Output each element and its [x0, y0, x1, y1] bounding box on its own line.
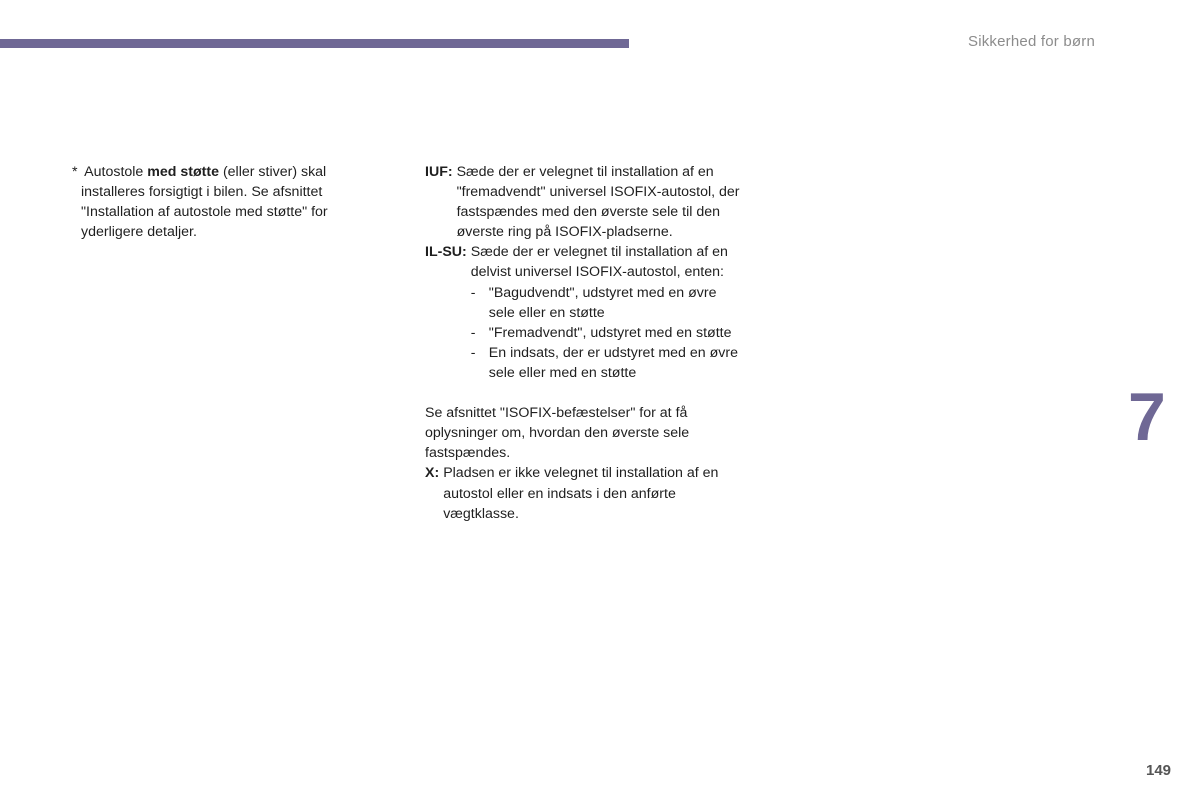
- footnote-marker: *: [72, 164, 78, 180]
- list-dash: -: [470, 344, 476, 361]
- paragraph-gap: [425, 383, 765, 403]
- definition-x: [425, 463, 765, 523]
- ilsu-option-list: [471, 283, 739, 383]
- chapter-number: 7: [1128, 379, 1166, 455]
- definition-ilsu: [425, 242, 765, 383]
- list-item-text: En indsats, der er udstyret med en øvre sele eller med en støtte: [488, 344, 738, 381]
- list-dash: -: [470, 324, 476, 341]
- list-item: [471, 323, 739, 343]
- footnote-text-after: (eller stiver) skal installeres forsigtigt i bilen. Se afsnittet "Installation af autostole med støtte" for yderligere detaljer.: [81, 164, 328, 241]
- list-item: [471, 343, 739, 383]
- footnote-bold-text: med støtte: [147, 164, 219, 180]
- left-column: [72, 162, 372, 242]
- right-column: [425, 162, 765, 524]
- definition-text-iuf: Sæde der er velegnet til installation af en "fremadvendt" universel ISOFIX-autostol, der fastspændes med den øverste sele til den øverste ring på ISOFIX-pladserne.: [456, 164, 740, 241]
- definition-term-iuf: IUF:: [425, 164, 453, 180]
- footnote-text-before: Autostole: [81, 164, 148, 180]
- page-number: 149: [1146, 762, 1172, 779]
- isofix-reference-paragraph: Se afsnittet "ISOFIX-befæstelser" for at få oplysninger om, hvordan den øverste sele fastspændes.: [425, 405, 690, 462]
- definition-term-ilsu: IL-SU:: [425, 244, 467, 261]
- definition-text-ilsu: Sæde der er velegnet til installation af en delvist universel ISOFIX-autostol, enten:: [470, 244, 728, 281]
- list-dash: -: [470, 284, 476, 301]
- header-accent-bar: [0, 39, 629, 48]
- footnote: [72, 162, 372, 242]
- definition-term-x: X:: [425, 465, 440, 482]
- list-item-text: "Fremadvendt", udstyret med en støtte: [488, 324, 732, 341]
- list-item: [471, 283, 739, 323]
- definition-body-ilsu: [471, 242, 739, 383]
- section-title: Sikkerhed for børn: [968, 33, 1095, 50]
- definition-text-x: Pladsen er ikke velegnet til installation af en autostol eller en indsats i den anførte vægtklasse.: [443, 465, 719, 522]
- definition-iuf: [425, 162, 765, 242]
- list-item-text: "Bagudvendt", udstyret med en øvre sele eller en støtte: [488, 284, 717, 321]
